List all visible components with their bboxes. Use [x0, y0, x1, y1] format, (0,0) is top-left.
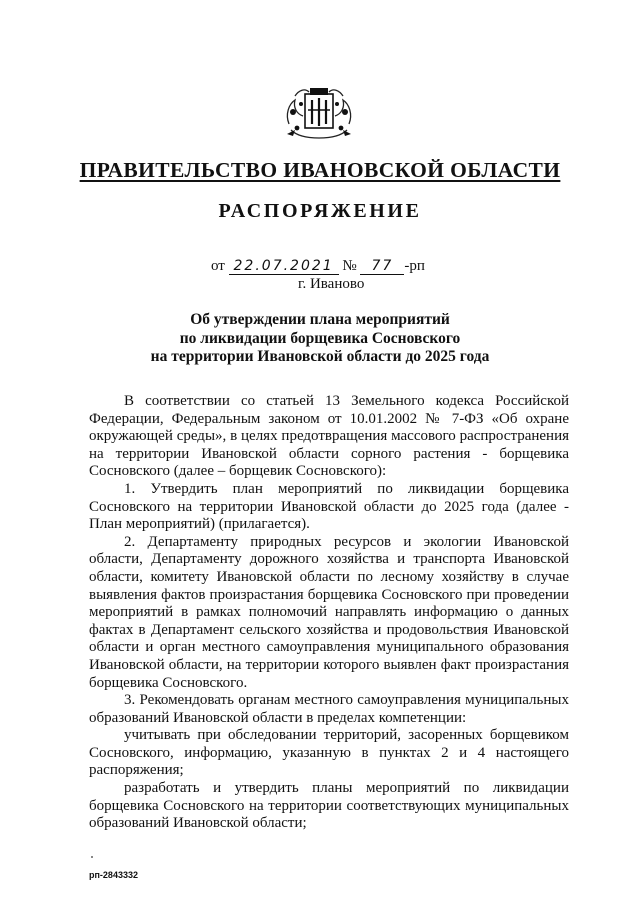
scan-dot: [91, 856, 93, 858]
number-suffix: -рп: [404, 258, 425, 274]
number-field: 77: [360, 258, 404, 275]
item-2-paragraph: 2. Департаменту природных ресурсов и экологии Ивановской области, Департаменту дорожного хозяйства и транспорта Ивановской области, комитету Ивановской области по лесному хозяйству в случае выявления фактов произрастания борщевика Сосновского при проведении мероприятий в рамках полномочий направлять информацию о данных фактах в Департамент сельского хозяйства и продовольствия Ивановской области и орган местного самоуправления муниципального образования Ивановской области, на территории которого выявлен факт произрастания борщевика Сосновского.: [89, 533, 569, 691]
item-3a-paragraph: учитывать при обследовании территорий, засоренных борщевиком Сосновского, информацию, указанную в пунктах 2 и 4 настоящего распоряжения;: [89, 727, 569, 779]
footer-document-code: рп-2843332: [89, 870, 138, 880]
date-field: 22.07.2021: [229, 258, 339, 275]
number-sign: №: [342, 258, 357, 274]
item-1-paragraph: 1. Утвердить план мероприятий по ликвидации борщевика Сосновского на территории Ивановской области до 2025 года (далее - План мероприятий) (прилагается).: [89, 480, 569, 533]
document-subject: [0, 311, 640, 367]
subject-line-3: на территории Ивановской области до 2025 года: [150, 348, 490, 365]
coat-of-arms-emblem: [283, 84, 355, 142]
subject-line-2: по ликвидации борщевика Сосновского: [179, 329, 461, 347]
city-label: г. Иваново: [298, 276, 365, 292]
government-title: ПРАВИТЕЛЬСТВО ИВАНОВСКОЙ ОБЛАСТИ: [79, 158, 561, 182]
item-3b-paragraph: разработать и утвердить планы мероприятий по ликвидации борщевика Сосновского на территории соответствующих муниципальных образований Ивановской области;: [89, 780, 569, 832]
date-prefix: от: [211, 258, 225, 274]
preamble-paragraph: В соответствии со статьей 13 Земельного кодекса Российской Федерации, Федеральным законом от 10.01.2002 № 7-ФЗ «Об охране окружающей среды», в целях предотвращения массового распространения на территории Ивановской области сорного растения - борщевика Сосновского (далее – борщевик Сосновского):: [89, 393, 569, 480]
document-body: [89, 393, 569, 833]
item-3-paragraph: 3. Рекомендовать органам местного самоуправления муниципальных образований Ивановской области в пределах компетенции:: [89, 692, 569, 726]
document-type-title: РАСПОРЯЖЕНИЕ: [218, 200, 422, 222]
date-number-line: [211, 258, 425, 275]
subject-line-1: Об утверждении плана мероприятий: [190, 311, 450, 328]
